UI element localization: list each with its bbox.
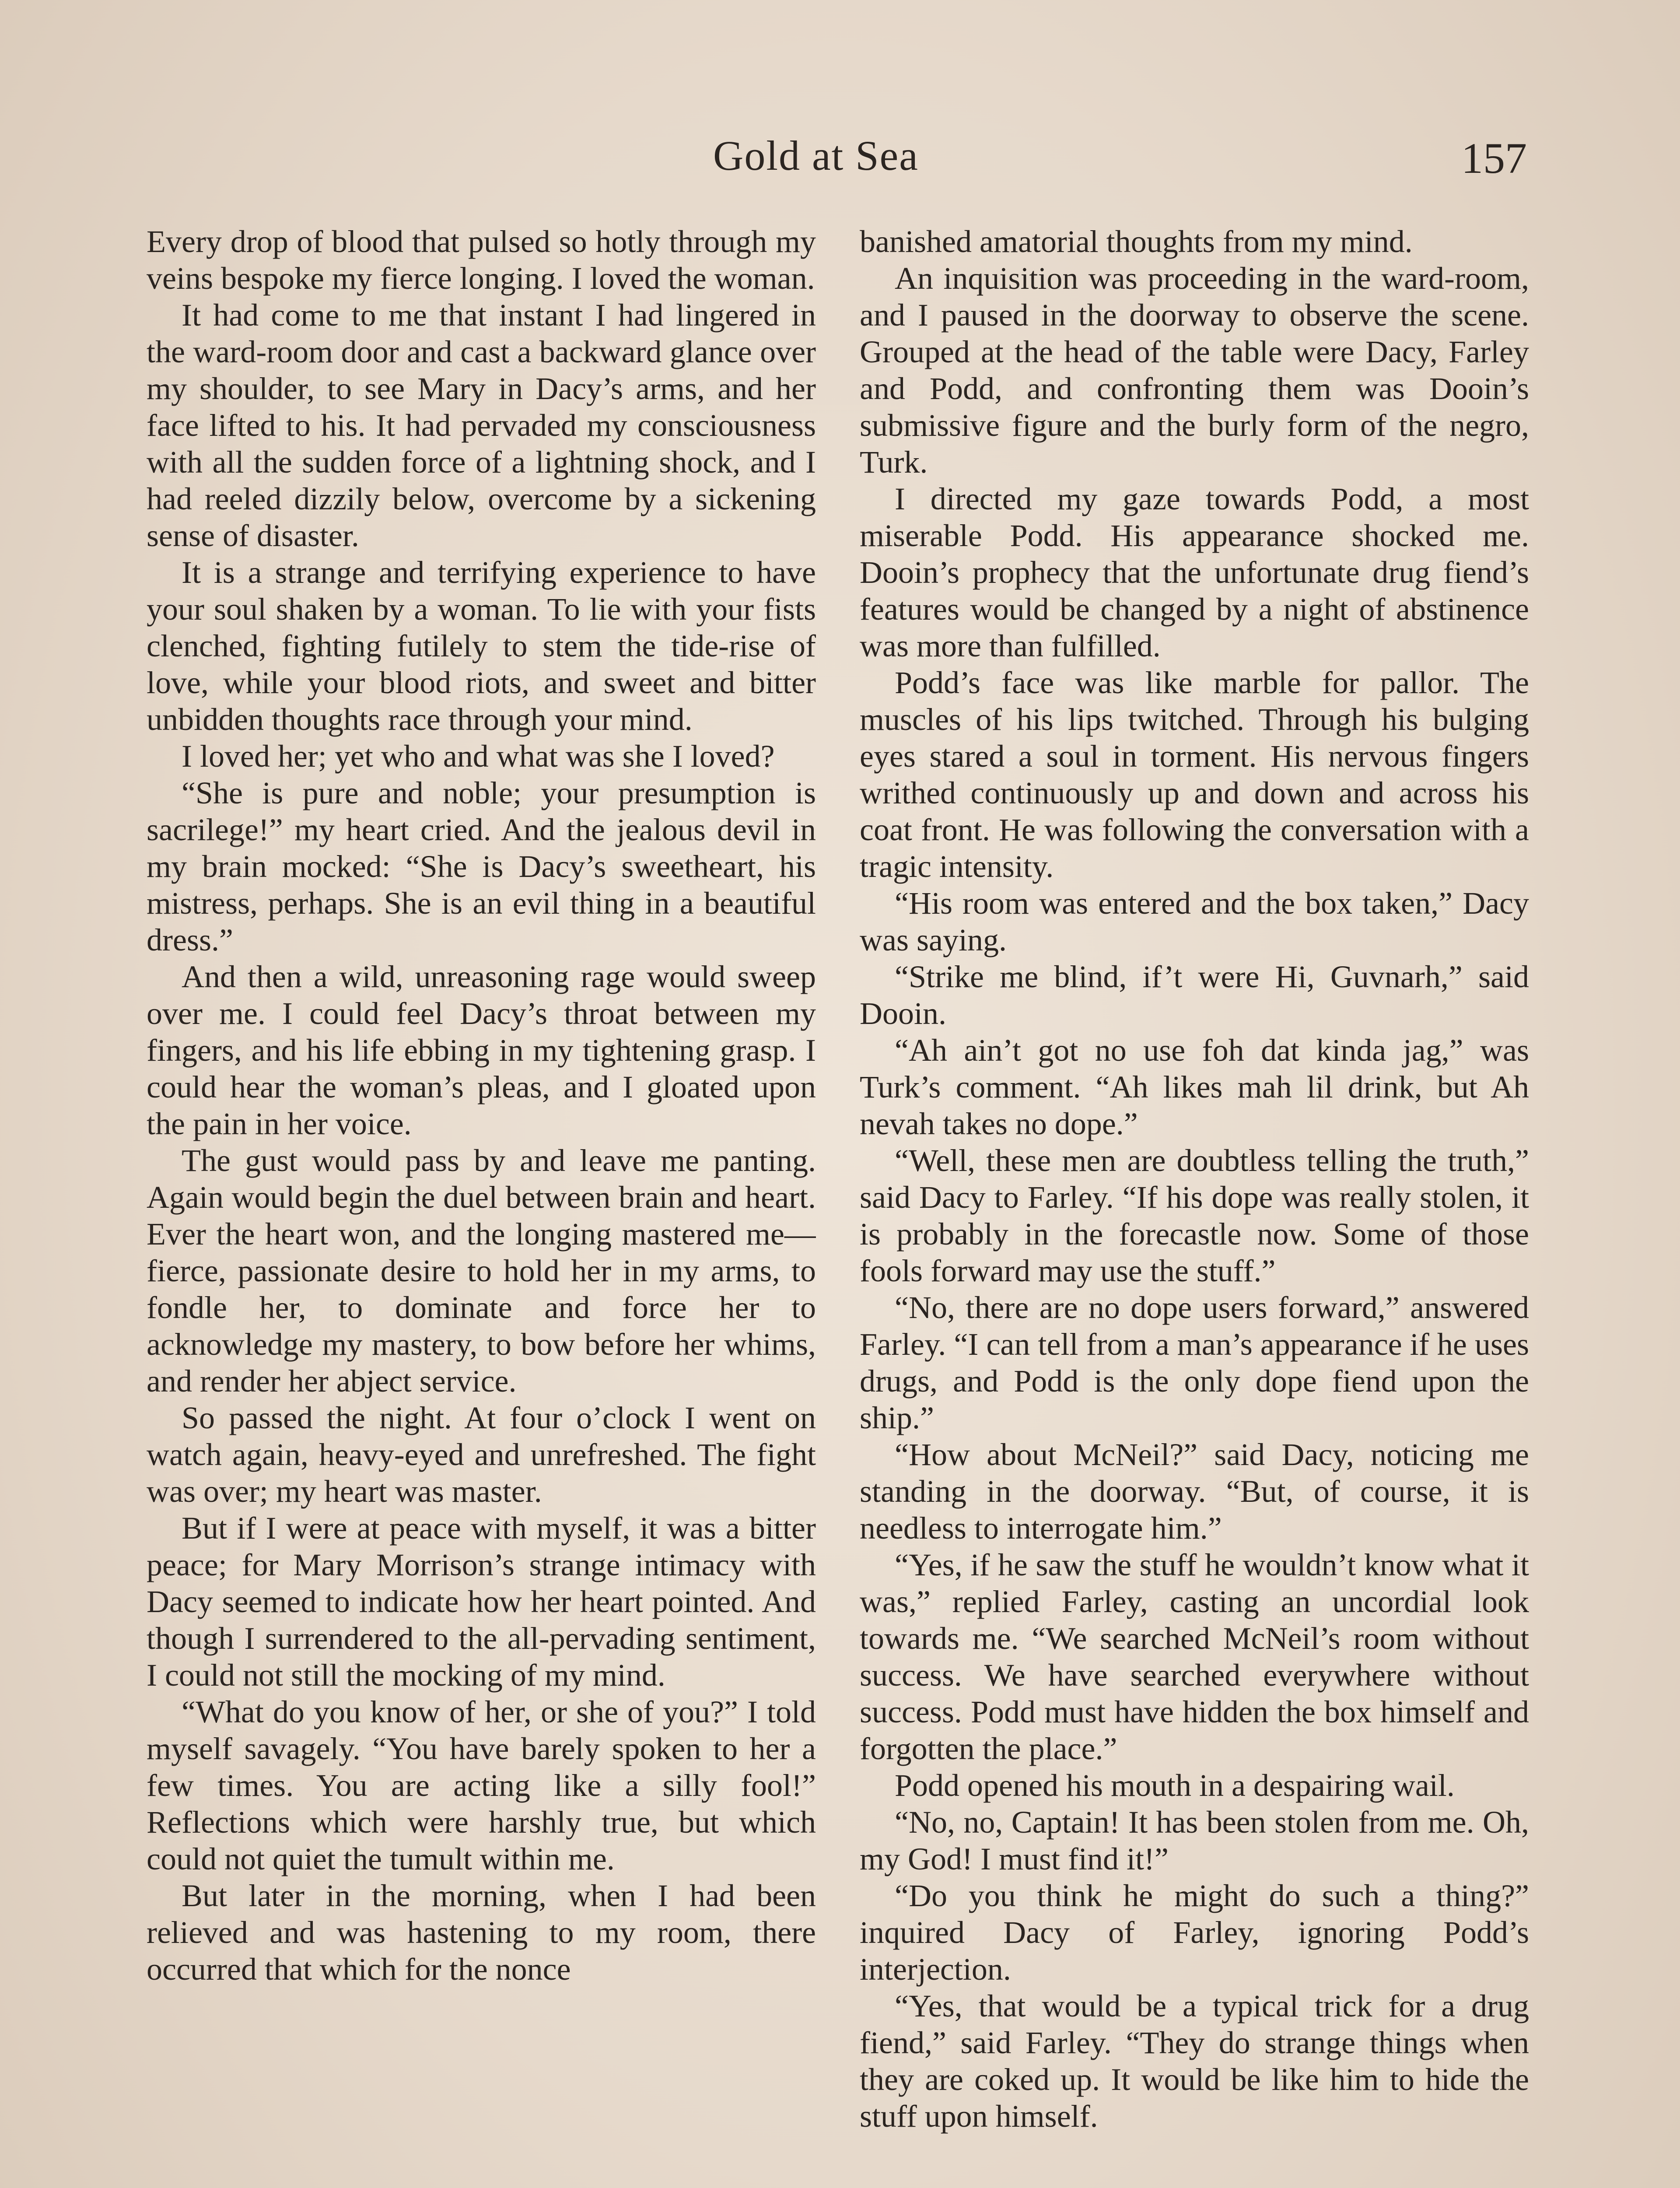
paragraph: It is a strange and terrifying experience to have your soul shaken by a woman. To lie with your fists clenched, fighting futilely to stem the tide-rise of love, while your blood riots, and sweet and bitter unbidden thoughts race through your mind. <box>147 555 816 737</box>
left-column <box>147 223 816 2188</box>
paragraph: “Well, these men are doubtless telling the truth,” said Dacy to Farley. “If his dope was really stolen, it is probably in the forecastle now. Some of those fools forward may use the stuff.” <box>860 1143 1529 1288</box>
paragraph: “Strike me blind, if’t were Hi, Guvnarh,” said Dooin. <box>860 959 1529 1031</box>
running-head <box>0 131 1680 184</box>
paragraph: “No, no, Captain! It has been stolen from me. Oh, my God! I must find it!” <box>860 1805 1529 1876</box>
paragraph: “No, there are no dope users forward,” answered Farley. “I can tell from a man’s appearance if he uses drugs, and Podd is the only dope fiend upon the ship.” <box>860 1290 1529 1435</box>
paragraph: “What do you know of her, or she of you?” I told myself savagely. “You have barely spoken to her a few times. You are acting like a silly fool!” Reflections which were harshly true, but which could not quiet the tumult within me. <box>147 1694 816 1876</box>
paragraph: But if I were at peace with myself, it was a bitter peace; for Mary Morrison’s strange intimacy with Dacy seemed to indicate how her heart pointed. And though I surrendered to the all-pervading sentiment, I could not still the mocking of my mind. <box>147 1511 816 1693</box>
paragraph: I directed my gaze towards Podd, a most miserable Podd. His appearance shocked me. Dooin’s prophecy that the unfortunate drug fiend’s features would be changed by a night of abstinence was more than fulfilled. <box>860 481 1529 663</box>
paragraph: And then a wild, unreasoning rage would sweep over me. I could feel Dacy’s throat between my fingers, and his life ebbing in my tightening grasp. I could hear the woman’s pleas, and I gloated upon the pain in her voice. <box>147 959 816 1141</box>
paragraph: “She is pure and noble; your presumption is sacrilege!” my heart cried. And the jealous devil in my brain mocked: “She is Dacy’s sweetheart, his mistress, perhaps. She is an evil thing in a beautiful dress.” <box>147 775 816 957</box>
paragraph: It had come to me that instant I had lingered in the ward-room door and cast a backward glance over my shoulder, to see Mary in Dacy’s arms, and her face lifted to his. It had pervaded my consciousness with all the sudden force of a lightning shock, and I had reeled dizzily below, overcome by a sickening sense of disaster. <box>147 298 816 553</box>
paragraph: “Yes, if he saw the stuff he wouldn’t know what it was,” replied Farley, casting an uncordial look towards me. “We searched McNeil’s room without success. We have searched everywhere without success. Podd must have hidden the box himself and forgotten the place.” <box>860 1547 1529 1766</box>
paragraph: I loved her; yet who and what was she I loved? <box>182 739 775 774</box>
paragraph: Podd opened his mouth in a despairing wail. <box>895 1768 1455 1803</box>
right-column <box>860 223 1529 2188</box>
paragraph: “Yes, that would be a typical trick for a drug fiend,” said Farley. “They do strange things when they are coked up. It would be like him to hide the stuff upon himself. <box>860 1988 1529 2134</box>
page-number: 157 <box>1461 134 1527 182</box>
paragraph: So passed the night. At four o’clock I went on watch again, heavy-eyed and unrefreshed. The fight was over; my heart was master. <box>147 1400 816 1509</box>
paragraph: The gust would pass by and leave me panting. Again would begin the duel between brain and heart. Ever the heart won, and the longing mastered me—fierce, passionate desire to hold her in my arms, to fondle her, to dominate and force her to acknowledge my mastery, to bow before her whims, and render her abject service. <box>147 1143 816 1399</box>
paragraph: “His room was entered and the box taken,” Dacy was saying. <box>860 886 1529 957</box>
paragraph: banished amatorial thoughts from my mind. <box>860 224 1413 259</box>
paragraph: But later in the morning, when I had been relieved and was hastening to my room, there occurred that which for the nonce <box>147 1878 816 1987</box>
paragraph: Every drop of blood that pulsed so hotly through my veins bespoke my fierce longing. I loved the woman. <box>147 224 816 296</box>
paragraph: “Ah ain’t got no use foh dat kinda jag,” was Turk’s comment. “Ah likes mah lil drink, but Ah nevah takes no dope.” <box>860 1033 1529 1141</box>
paragraph: Podd’s face was like marble for pallor. The muscles of his lips twitched. Through his bulging eyes stared a soul in torment. His nervous fingers writhed continuously up and down and across his coat front. He was following the conversation with a tragic intensity. <box>860 665 1529 884</box>
paragraph: An inquisition was proceeding in the ward-room, and I paused in the doorway to observe the scene. Grouped at the head of the table were Dacy, Farley and Podd, and confronting them was Dooin’s submissive figure and the burly form of the negro, Turk. <box>860 261 1529 480</box>
paragraph: “Do you think he might do such a thing?” inquired Dacy of Farley, ignoring Podd’s interjection. <box>860 1878 1529 1987</box>
paragraph: “How about McNeil?” said Dacy, noticing me standing in the doorway. “But, of course, it is needless to interrogate him.” <box>860 1437 1529 1546</box>
running-title: Gold at Sea <box>713 132 919 179</box>
